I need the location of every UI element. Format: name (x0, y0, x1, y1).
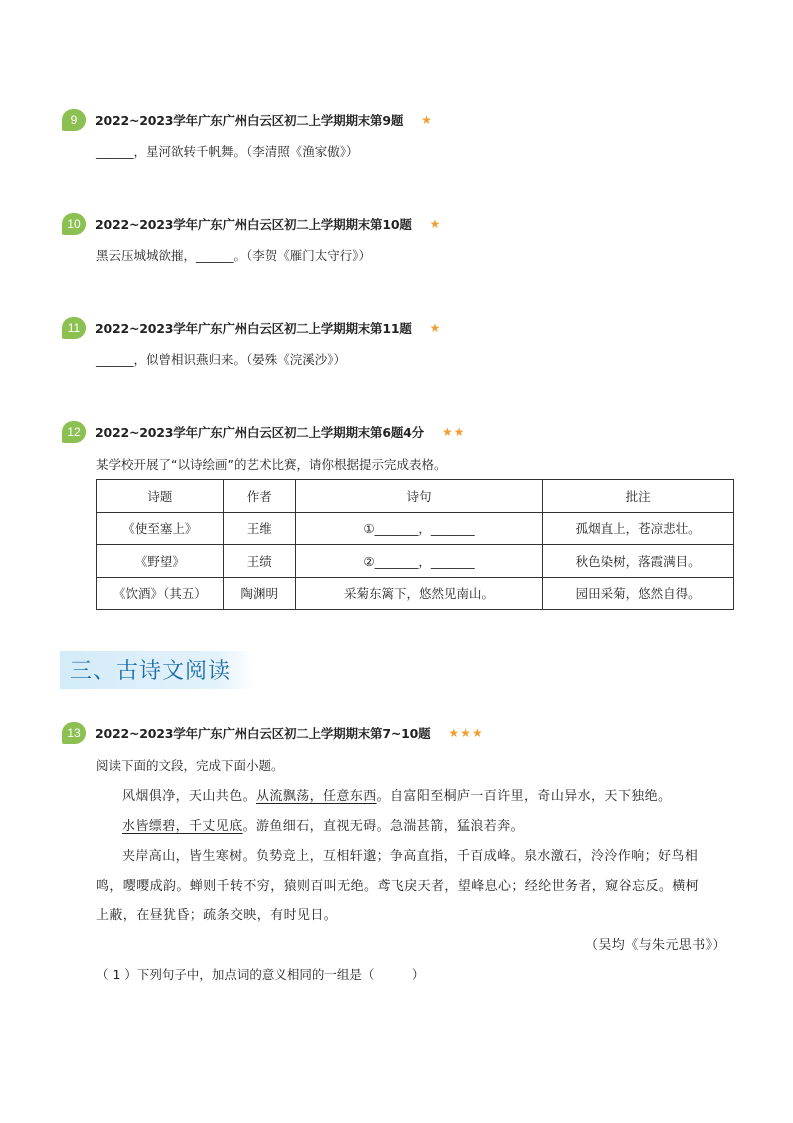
difficulty-stars: ★★★ (448, 726, 484, 740)
question-12-text: 某学校开展了“以诗绘画”的艺术比赛，请你根据提示完成表格。 (96, 457, 447, 472)
table-cell: 陶渊明 (223, 577, 295, 610)
section-title: 三、古诗文阅读 (70, 659, 232, 684)
table-cell: 王维 (223, 512, 295, 545)
table-cell: 孤烟直上，苍凉悲壮。 (543, 512, 734, 545)
passage-text: 。游鱼细石，直视无碍。急湍甚箭，猛浪若奔。 (242, 819, 525, 834)
question-number-badge: 12 (62, 421, 86, 443)
question-number-badge: 11 (62, 317, 86, 339)
underlined-phrase: 水皆缥碧，千丈见底 (122, 819, 243, 834)
table-header: 诗句 (295, 480, 543, 513)
poem-table (96, 479, 734, 610)
table-cell: 秋色染树，落霞满目。 (543, 545, 734, 578)
question-title: 2022~2023学年广东广州白云区初二上学期期末第10题 (95, 217, 412, 232)
table-row (97, 512, 734, 545)
table-header: 诗题 (97, 480, 224, 513)
passage-source: （吴均《与朱元思书》） (585, 938, 726, 953)
table-cell: 采菊东篱下，悠然见南山。 (295, 577, 543, 610)
table-header-row (97, 480, 734, 513)
difficulty-stars: ★★ (441, 425, 466, 439)
passage-paragraph-3-line-3: 上蔽，在昼犹昏；疏条交映，有时见日。 (96, 908, 338, 923)
question-title: 2022~2023学年广东广州白云区初二上学期期末第7~10题 (95, 726, 431, 741)
difficulty-stars: ★ (421, 113, 433, 127)
table-cell: 《野望》 (97, 545, 224, 578)
question-title: 2022~2023学年广东广州白云区初二上学期期末第11题 (95, 321, 412, 336)
table-cell: 王绩 (223, 545, 295, 578)
passage-paragraph-3-line-2: 鸣，嘤嘤成韵。蝉则千转不穷，猿则百叫无绝。鸢飞戾天者，望峰息心；经纶世务者，窥谷忘反。横柯 (96, 879, 700, 894)
question-number-badge: 10 (62, 213, 86, 235)
question-11-header (62, 317, 441, 339)
table-row (97, 545, 734, 578)
table-cell: ①_______，_______ (295, 512, 543, 545)
passage-paragraph-3-line-1: 夹岸高山，皆生寒树。负势竞上，互相轩邈；争高直指，千百成峰。泉水激石，泠泠作响；好鸟相 (122, 849, 699, 864)
passage-text: 风烟俱净，天山共色。 (122, 789, 257, 804)
question-13-intro: 阅读下面的文段，完成下面小题。 (96, 758, 284, 773)
sub-question-1: （ 1 ）下列句子中，加点词的意义相同的一组是（ ） (96, 967, 425, 982)
table-cell: 园田采菊，悠然自得。 (543, 577, 734, 610)
table-cell: ②_______，_______ (295, 545, 543, 578)
question-number-badge: 13 (62, 722, 86, 744)
question-11-text: ______，似曾相识燕归来。（晏殊《浣溪沙》） (96, 352, 347, 367)
question-title: 2022~2023学年广东广州白云区初二上学期期末第6题4分 (95, 425, 424, 440)
question-10-header (62, 213, 441, 235)
passage-paragraph-1 (122, 785, 671, 804)
passage-text: 。自富阳至桐庐一百许里，奇山异水，天下独绝。 (376, 789, 672, 804)
question-9-text: ______，星河欲转千帆舞。（李清照《渔家傲》） (96, 144, 359, 159)
table-row (97, 577, 734, 610)
table-cell: 《使至塞上》 (97, 512, 224, 545)
question-9-header (62, 109, 433, 131)
question-number-badge: 9 (62, 109, 86, 131)
table-cell: 《饮酒》（其五） (97, 577, 224, 610)
question-title: 2022~2023学年广东广州白云区初二上学期期末第9题 (95, 113, 404, 128)
difficulty-stars: ★ (429, 217, 442, 231)
question-13-header (62, 722, 484, 744)
underlined-phrase: 从流飘荡，任意东西 (256, 789, 377, 804)
table-header: 批注 (543, 480, 734, 513)
passage-paragraph-2 (122, 815, 524, 834)
question-10-text: 黑云压城城欲摧，______。（李贺《雁门太守行》） (96, 248, 372, 263)
question-12-header (62, 421, 465, 443)
table-header: 作者 (223, 480, 295, 513)
difficulty-stars: ★ (429, 321, 442, 335)
